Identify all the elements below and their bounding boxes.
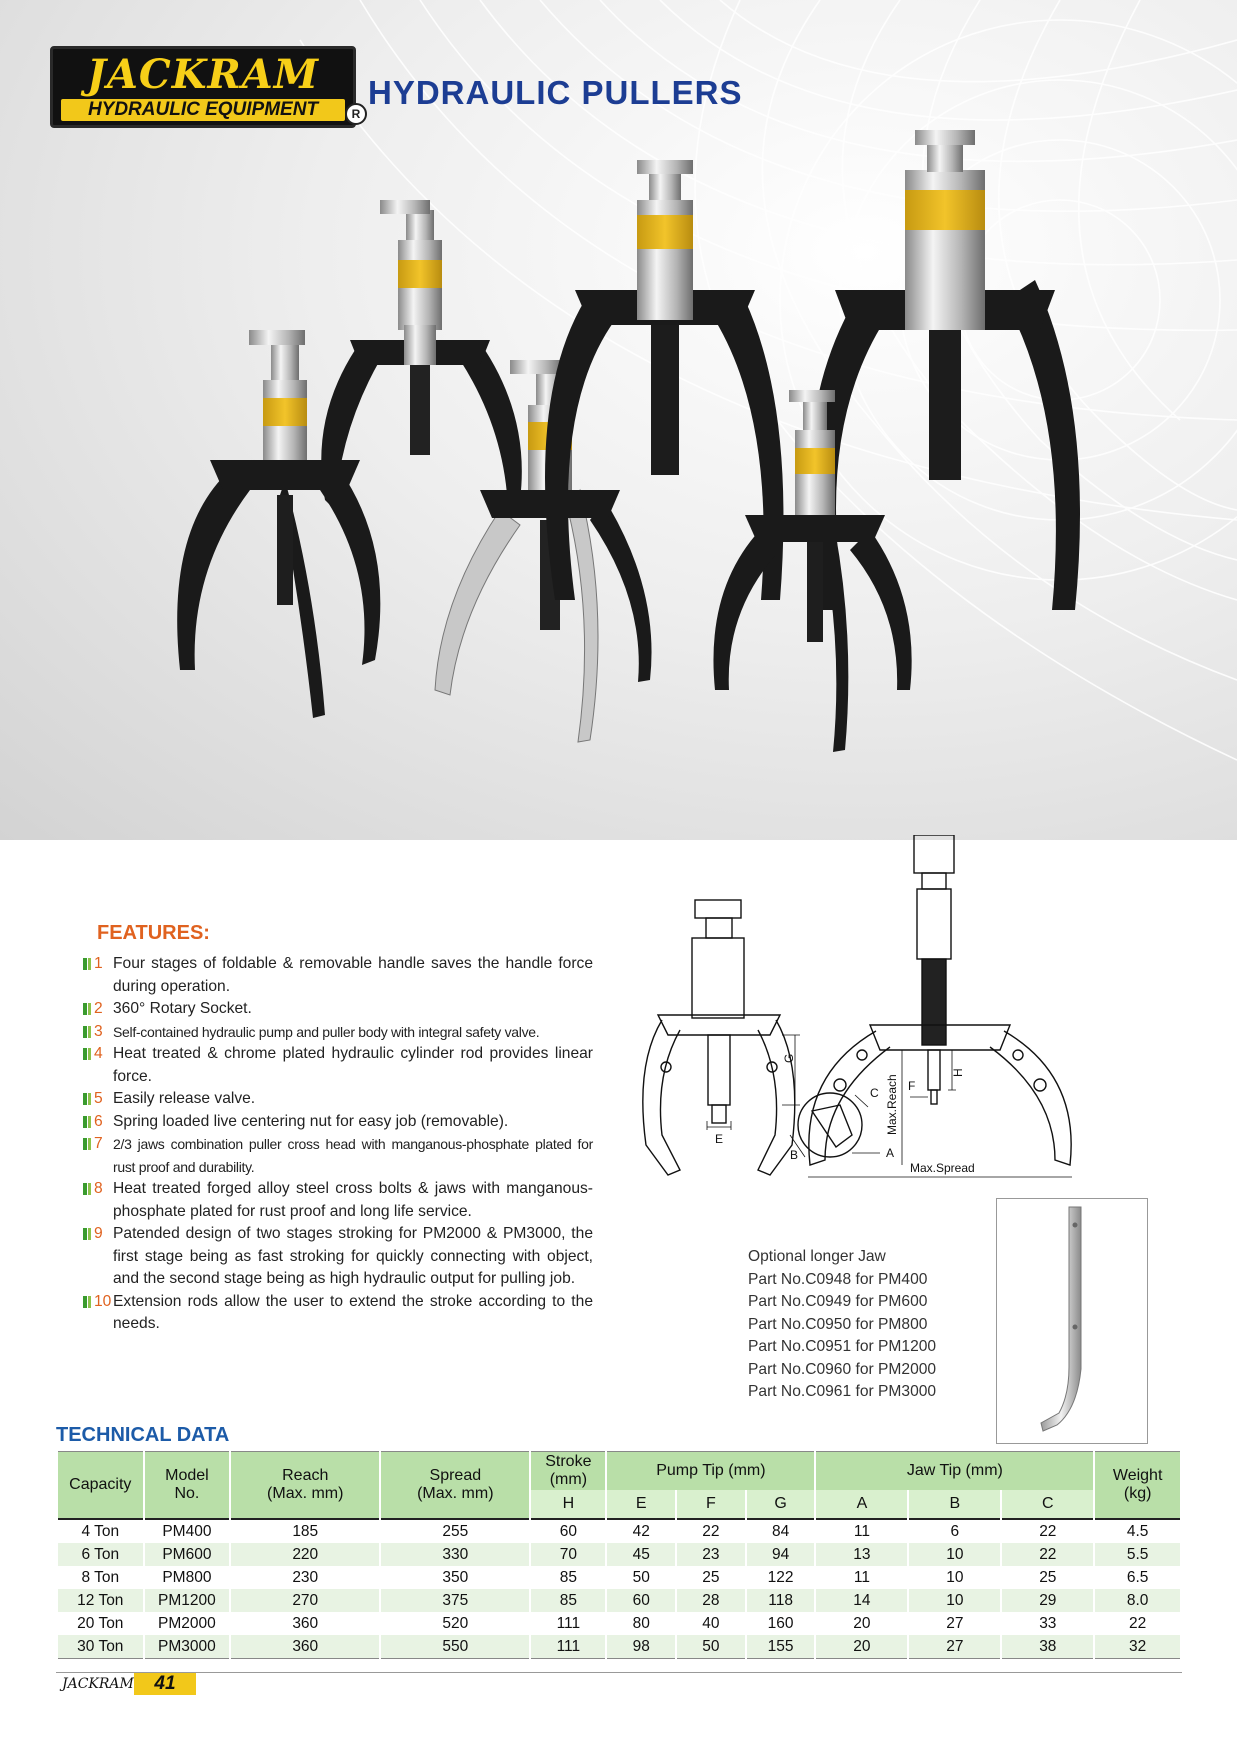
feature-item <box>83 998 593 1021</box>
table-cell: 111 <box>531 1612 605 1635</box>
header-reach: Reach (Max. mm) <box>231 1451 379 1518</box>
table-cell: 30 Ton <box>58 1635 143 1659</box>
table-cell: 33 <box>1002 1612 1093 1635</box>
header-a: A <box>816 1490 907 1518</box>
table-cell: 10 <box>909 1543 1000 1566</box>
header-model: Model No. <box>145 1451 230 1518</box>
header-stroke: Stroke (mm) <box>531 1451 605 1490</box>
table-cell: 42 <box>607 1518 675 1543</box>
table-cell: 98 <box>607 1635 675 1659</box>
table-cell: 230 <box>231 1566 379 1589</box>
page-number: 41 <box>134 1673 196 1695</box>
table-cell: 70 <box>531 1543 605 1566</box>
logo-brand: JACKRAM <box>86 51 320 98</box>
optional-jaw-part: Part No.C0960 for PM2000 <box>748 1360 937 1378</box>
header-h: H <box>531 1490 605 1518</box>
table-cell: 6.5 <box>1095 1566 1180 1589</box>
table-cell: 14 <box>816 1589 907 1612</box>
feature-number: 8 <box>94 1180 103 1197</box>
feature-item <box>83 1223 593 1291</box>
table-cell: 50 <box>677 1635 745 1659</box>
table-cell: 20 Ton <box>58 1612 143 1635</box>
table-cell: 50 <box>607 1566 675 1589</box>
feature-text: Self-contained hydraulic pump and puller body with integral safety valve. <box>113 1023 540 1040</box>
header-e: E <box>607 1490 675 1518</box>
label-h: H <box>951 1068 965 1077</box>
table-cell: 10 <box>909 1566 1000 1589</box>
feature-item <box>83 1291 593 1336</box>
table-cell: 25 <box>1002 1566 1093 1589</box>
features-title: FEATURES: <box>97 922 210 944</box>
footer-brand: JACKRAM <box>62 1676 134 1692</box>
table-cell: 360 <box>231 1635 379 1659</box>
diagram-labels <box>715 1054 975 1175</box>
table-row <box>58 1518 1180 1543</box>
label-b: B <box>790 1148 799 1162</box>
puller-pm200 <box>713 390 911 752</box>
feature-text: Spring loaded live centering nut for easy job (removable). <box>113 1112 509 1130</box>
table-cell: 85 <box>531 1566 605 1589</box>
feature-text: Patended design of two stages stroking for PM2000 & PM3000, the first stage being as fast stroking for quickly connecting with object, and the second stage being as high hydraulic output for pulling job. <box>113 1225 593 1287</box>
bullet-icon <box>83 1228 87 1240</box>
optional-jaw-image <box>996 1198 1148 1444</box>
optional-jaw-part: Part No.C0949 for PM600 <box>748 1293 928 1310</box>
technical-data-body <box>58 1518 1180 1659</box>
feature-number: 5 <box>94 1090 103 1107</box>
table-cell: 4.5 <box>1095 1518 1180 1543</box>
table-cell: 6 Ton <box>58 1543 143 1566</box>
table-cell: 270 <box>231 1589 379 1612</box>
table-cell: PM3000 <box>145 1635 230 1659</box>
feature-item <box>83 1088 593 1111</box>
feature-item <box>83 1178 593 1223</box>
bullet-icon <box>83 1003 87 1015</box>
table-cell: 60 <box>531 1518 605 1543</box>
feature-text: Four stages of foldable & removable handle saves the handle force during operation. <box>113 955 593 995</box>
table-cell: 28 <box>677 1589 745 1612</box>
header-b: B <box>909 1490 1000 1518</box>
table-cell: 375 <box>381 1589 529 1612</box>
technical-data-table <box>56 1451 1182 1659</box>
optional-jaw-part: Part No.C0948 for PM400 <box>748 1270 928 1288</box>
label-max-reach: Max.Reach <box>885 1074 899 1135</box>
table-cell: 350 <box>381 1566 529 1589</box>
table-cell: 27 <box>909 1635 1000 1659</box>
table-cell: 22 <box>1002 1518 1093 1543</box>
bullet-icon <box>83 958 87 970</box>
table-row <box>58 1589 1180 1612</box>
page-title: HYDRAULIC PULLERS <box>368 74 743 111</box>
feature-number: 3 <box>94 1022 103 1040</box>
header-f: F <box>677 1490 745 1518</box>
header-weight: Weight (kg) <box>1095 1451 1180 1518</box>
table-cell: 255 <box>381 1518 529 1543</box>
table-cell: 160 <box>747 1612 815 1635</box>
table-cell: PM600 <box>145 1543 230 1566</box>
table-cell: 330 <box>381 1543 529 1566</box>
feature-number: 4 <box>94 1045 103 1062</box>
table-cell: 5.5 <box>1095 1543 1180 1566</box>
bullet-icon <box>83 1138 87 1150</box>
table-cell: 60 <box>607 1589 675 1612</box>
label-g: G <box>782 1053 796 1063</box>
header-g: G <box>747 1490 815 1518</box>
table-cell: 122 <box>747 1566 815 1589</box>
header-spread: Spread (Max. mm) <box>381 1451 529 1518</box>
logo-subtitle: HYDRAULIC EQUIPMENT <box>61 99 345 121</box>
table-cell: 22 <box>677 1518 745 1543</box>
table-cell: 10 <box>909 1589 1000 1612</box>
feature-text: Easily release valve. <box>113 1090 256 1107</box>
label-max-spread: Max.Spread <box>910 1161 975 1175</box>
header-c: C <box>1002 1490 1093 1518</box>
table-cell: 11 <box>816 1566 907 1589</box>
label-c: C <box>870 1086 879 1100</box>
header-capacity: Capacity <box>58 1451 143 1518</box>
table-row <box>58 1566 1180 1589</box>
feature-number: 7 <box>94 1135 103 1152</box>
table-cell: 20 <box>816 1612 907 1635</box>
table-cell: 11 <box>816 1518 907 1543</box>
table-cell: 220 <box>231 1543 379 1566</box>
bullet-icon <box>83 1296 87 1308</box>
table-cell: 80 <box>607 1612 675 1635</box>
optional-jaw-list <box>748 1246 936 1404</box>
table-cell: 32 <box>1095 1635 1180 1659</box>
feature-item <box>83 1021 593 1044</box>
table-cell: 40 <box>677 1612 745 1635</box>
table-cell: 22 <box>1002 1543 1093 1566</box>
table-cell: 111 <box>531 1635 605 1659</box>
table-cell: 84 <box>747 1518 815 1543</box>
registered-mark: R <box>345 103 367 125</box>
table-cell: 85 <box>531 1589 605 1612</box>
feature-text: 2/3 jaws combination puller cross head with manganous-phosphate plated for rust proof and durability. <box>113 1136 593 1175</box>
bullet-icon <box>83 1183 87 1195</box>
header-jaw-tip: Jaw Tip (mm) <box>816 1451 1093 1490</box>
label-e: E <box>715 1132 724 1146</box>
table-cell: PM800 <box>145 1566 230 1589</box>
feature-item <box>83 1043 593 1088</box>
table-cell: 520 <box>381 1612 529 1635</box>
table-cell: 27 <box>909 1612 1000 1635</box>
table-cell: 23 <box>677 1543 745 1566</box>
bullet-icon <box>83 1116 87 1128</box>
table-cell: 118 <box>747 1589 815 1612</box>
optional-jaw-title: Optional longer Jaw <box>748 1248 886 1265</box>
bullet-icon <box>83 1026 87 1038</box>
table-cell: 13 <box>816 1543 907 1566</box>
header-pump-tip: Pump Tip (mm) <box>607 1451 814 1490</box>
table-row <box>58 1543 1180 1566</box>
table-cell: 360 <box>231 1612 379 1635</box>
table-cell: 550 <box>381 1635 529 1659</box>
table-cell: 38 <box>1002 1635 1093 1659</box>
optional-jaw-part: Part No.C0961 for PM3000 <box>748 1383 937 1400</box>
optional-jaw-part: Part No.C0951 for PM1200 <box>748 1338 937 1355</box>
feature-item <box>83 953 593 998</box>
feature-text: Heat treated & chrome plated hydraulic cylinder rod provides linear force. <box>113 1045 593 1085</box>
table-cell: 94 <box>747 1543 815 1566</box>
bullet-icon <box>83 1093 87 1105</box>
feature-text: 360° Rotary Socket. <box>113 1000 252 1017</box>
table-cell: 12 Ton <box>58 1589 143 1612</box>
features-list <box>83 953 593 1336</box>
table-row <box>58 1635 1180 1659</box>
table-cell: 8 Ton <box>58 1566 143 1589</box>
feature-text: Heat treated forged alloy steel cross bolts & jaws with manganous-phosphate plated for rust proof and long life service. <box>113 1180 593 1220</box>
optional-jaw-part: Part No.C0950 for PM800 <box>748 1315 928 1333</box>
table-cell: 6 <box>909 1518 1000 1543</box>
feature-item <box>83 1133 593 1178</box>
feature-item <box>83 1111 593 1134</box>
table-cell: 29 <box>1002 1589 1093 1612</box>
hero-banner <box>0 0 1237 840</box>
table-cell: PM400 <box>145 1518 230 1543</box>
label-f: F <box>908 1079 916 1093</box>
footer-rule <box>56 1672 1182 1673</box>
table-row <box>58 1612 1180 1635</box>
long-jaw-drawing <box>997 1199 1147 1443</box>
feature-number: 9 <box>94 1225 103 1242</box>
pullers-product-image <box>0 0 1237 840</box>
feature-number: 2 <box>94 1000 103 1017</box>
technical-data-title: TECHNICAL DATA <box>56 1424 230 1446</box>
puller-pm800 <box>435 360 652 742</box>
table-cell: 22 <box>1095 1612 1180 1635</box>
table-cell: 4 Ton <box>58 1518 143 1543</box>
table-cell: PM1200 <box>145 1589 230 1612</box>
table-cell: 20 <box>816 1635 907 1659</box>
feature-number: 10 <box>94 1292 112 1310</box>
table-cell: 185 <box>231 1518 379 1543</box>
bullet-icon <box>83 1048 87 1060</box>
table-cell: 45 <box>607 1543 675 1566</box>
table-cell: PM2000 <box>145 1612 230 1635</box>
feature-number: 1 <box>94 955 103 972</box>
label-a: A <box>886 1146 895 1160</box>
table-cell: 8.0 <box>1095 1589 1180 1612</box>
feature-text: Extension rods allow the user to extend the stroke according to the needs. <box>113 1292 593 1332</box>
table-cell: 25 <box>677 1566 745 1589</box>
dimension-diagrams <box>640 835 1160 1195</box>
table-cell: 155 <box>747 1635 815 1659</box>
feature-number: 6 <box>94 1112 103 1130</box>
